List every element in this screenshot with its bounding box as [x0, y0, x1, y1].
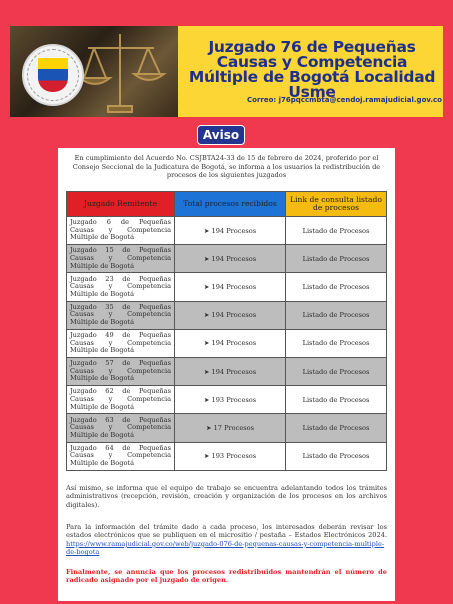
table-row — [67, 442, 387, 470]
redistribution-table — [66, 191, 387, 471]
process-list-link[interactable]: Listado de Procesos — [286, 442, 387, 470]
total-cell: ➤ 194 Procesos — [175, 301, 286, 329]
total-cell: ➤ 194 Procesos — [175, 273, 286, 301]
micrositio-link[interactable]: https://www.ramajudicial.gov.co/web/juzgado-076-de-pequenas-causas-y-competencia-multiple-de-bogota — [66, 539, 385, 557]
court-email: Correo: j76pqccmbta@cendoj.ramajudicial.gov.co — [247, 96, 442, 104]
court-cell: Juzgado 23 de Pequeñas Causas y Competencia Múltiple de Bogotá — [67, 273, 175, 301]
process-list-link[interactable]: Listado de Procesos — [286, 414, 387, 442]
table-row — [67, 357, 387, 385]
process-list-link[interactable]: Listado de Procesos — [286, 273, 387, 301]
table-row — [67, 273, 387, 301]
notice-document — [58, 148, 395, 601]
total-cell: ➤ 17 Procesos — [175, 414, 286, 442]
header-banner — [10, 26, 443, 117]
court-cell: Juzgado 64 de Pequeñas Causas y Competencia Múltiple de Bogotá — [67, 442, 175, 470]
rama-judicial-seal — [22, 44, 84, 106]
total-cell: ➤ 193 Procesos — [175, 386, 286, 414]
header-link-consulta: Link de consulta listado de procesos — [286, 192, 387, 217]
total-cell: ➤ 194 Procesos — [175, 329, 286, 357]
table-row — [67, 217, 387, 245]
closing-paragraph: Finalmente, se anuncia que los procesos redistribuidos mantendrán el número de radicado asignado por el juzgado de origen. — [66, 568, 387, 585]
admin-paragraph: Así mismo, se informa que el equipo de trabajo se encuentra adelantando todos los trámites administrativos (recepción, revisión, creación y organización de los procesos en los archivos digitales). — [66, 484, 387, 509]
court-cell: Juzgado 63 de Pequeñas Causas y Competencia Múltiple de Bogotá — [67, 414, 175, 442]
process-list-link[interactable]: Listado de Procesos — [286, 386, 387, 414]
court-title: Juzgado 76 de Pequeñas Causas y Competencia Múltiple de Bogotá Localidad Usme — [188, 38, 436, 101]
table-row — [67, 245, 387, 273]
process-list-link[interactable]: Listado de Procesos — [286, 301, 387, 329]
court-cell: Juzgado 57 de Pequeñas Causas y Competencia Múltiple de Bogotá — [67, 357, 175, 385]
total-cell: ➤ 194 Procesos — [175, 245, 286, 273]
table-row — [67, 329, 387, 357]
header-juzgado-remitente: Juzgado Remitente — [67, 192, 175, 217]
intro-paragraph: En cumplimiento del Acuerdo No. CSJBTA24-33 de 15 de febrero de 2024, proferido por el Consejo Seccional de la Judicatura de Bogotá, se informa a los usuarios la redistribución de procesos de los siguientes juzgados — [72, 154, 381, 180]
court-cell: Juzgado 49 de Pequeñas Causas y Competencia Múltiple de Bogotá — [67, 329, 175, 357]
process-list-link[interactable]: Listado de Procesos — [286, 329, 387, 357]
aviso-badge: Aviso — [197, 125, 245, 145]
court-cell: Juzgado 62 de Pequeñas Causas y Competencia Múltiple de Bogotá — [67, 386, 175, 414]
court-cell: Juzgado 35 de Pequeñas Causas y Competencia Múltiple de Bogotá — [67, 301, 175, 329]
justice-scales-image — [10, 26, 178, 117]
table-row — [67, 414, 387, 442]
info-paragraph: Para la información del trámite dado a cada proceso, los interesados deberán revisar los estados electrónicos que se publiquen en el micrositio / pestaña – Estados Electrónicos 2024. https://www.ramajudicial.gov.co/web/juzgado-076-de-pequenas-causas-y-competencia-multiple-de-bogota — [66, 523, 387, 557]
court-cell: Juzgado 15 de Pequeñas Causas y Competencia Múltiple de Bogotá — [67, 245, 175, 273]
table-row — [67, 301, 387, 329]
total-cell: ➤ 194 Procesos — [175, 357, 286, 385]
process-list-link[interactable]: Listado de Procesos — [286, 217, 387, 245]
total-cell: ➤ 193 Procesos — [175, 442, 286, 470]
process-list-link[interactable]: Listado de Procesos — [286, 357, 387, 385]
header-total-procesos: Total procesos recibidos — [175, 192, 286, 217]
table-row — [67, 386, 387, 414]
court-cell: Juzgado 6 de Pequeñas Causas y Competencia Múltiple de Bogotá — [67, 217, 175, 245]
total-cell: ➤ 194 Procesos — [175, 217, 286, 245]
process-list-link[interactable]: Listado de Procesos — [286, 245, 387, 273]
